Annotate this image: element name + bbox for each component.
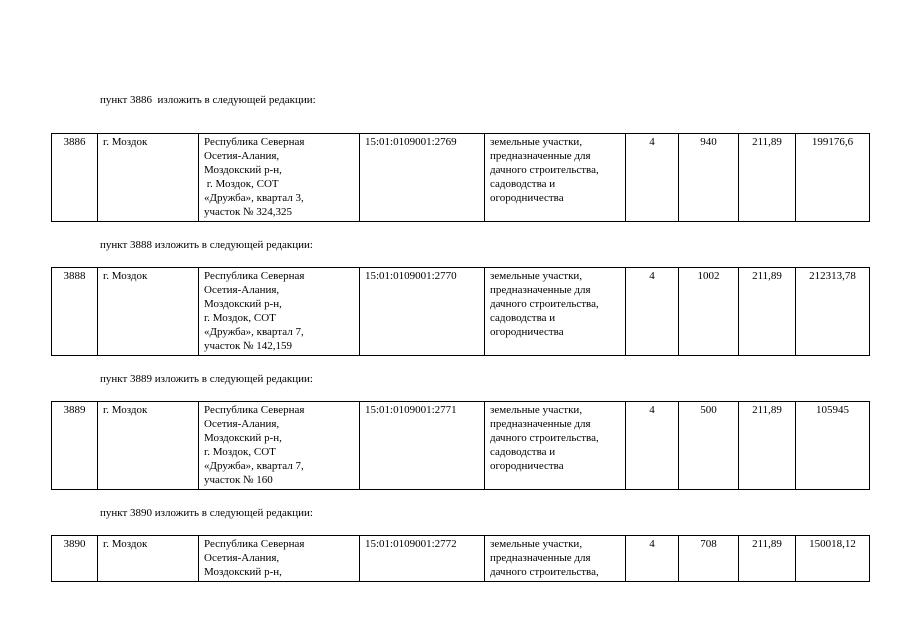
address-line: г. Моздок, СОТ <box>204 312 276 324</box>
address-line: Республика Северная <box>204 538 305 550</box>
address-line: Республика Северная <box>204 136 305 148</box>
record-place: г. Моздок <box>98 402 199 490</box>
category-line: земельные участки, <box>490 404 583 416</box>
record-table <box>51 267 870 356</box>
category-line: огородничества <box>490 326 564 338</box>
category-line: дачного строительства, <box>490 432 599 444</box>
record-place: г. Моздок <box>98 536 199 582</box>
record-number: 3890 <box>52 536 98 582</box>
address-line: Осетия-Алания, <box>204 552 280 564</box>
amendment-intro: пункт 3888 изложить в следующей редакции: <box>100 239 313 251</box>
category-line: предназначенные для <box>490 552 591 564</box>
address-line: участок № 324,325 <box>204 206 293 218</box>
table-row <box>52 536 870 582</box>
address-line: г. Моздок, СОТ <box>204 178 279 190</box>
record-cadastral-number: 15:01:0109001:2771 <box>360 402 485 490</box>
record-cadastral-number: 15:01:0109001:2772 <box>360 536 485 582</box>
record-land-category <box>485 536 626 582</box>
category-line: огородничества <box>490 460 564 472</box>
record-cadastral-number: 15:01:0109001:2770 <box>360 268 485 356</box>
category-line: предназначенные для <box>490 284 591 296</box>
category-line: садоводства и <box>490 178 556 190</box>
record-area: 708 <box>679 536 739 582</box>
record-rate: 211,89 <box>739 536 796 582</box>
record-area: 1002 <box>679 268 739 356</box>
address-line: Моздокский р-н, <box>204 566 282 578</box>
category-line: огородничества <box>490 192 564 204</box>
category-line: дачного строительства, <box>490 566 599 578</box>
amendment-intro: пункт 3890 изложить в следующей редакции: <box>100 507 313 519</box>
record-address <box>199 402 360 490</box>
record-number: 3886 <box>52 134 98 222</box>
record-table <box>51 133 870 222</box>
record-value: 150018,12 <box>796 536 870 582</box>
address-line: Республика Северная <box>204 270 305 282</box>
category-line: земельные участки, <box>490 270 583 282</box>
record-address <box>199 134 360 222</box>
address-line: Осетия-Алания, <box>204 150 280 162</box>
record-cadastral-number: 15:01:0109001:2769 <box>360 134 485 222</box>
category-line: земельные участки, <box>490 136 583 148</box>
record-address <box>199 536 360 582</box>
category-line: садоводства и <box>490 312 556 324</box>
table-row <box>52 268 870 356</box>
address-line: Республика Северная <box>204 404 305 416</box>
address-line: Моздокский р-н, <box>204 164 282 176</box>
record-count: 4 <box>626 134 679 222</box>
table-row <box>52 134 870 222</box>
record-area: 500 <box>679 402 739 490</box>
record-rate: 211,89 <box>739 402 796 490</box>
record-rate: 211,89 <box>739 134 796 222</box>
category-line: предназначенные для <box>490 418 591 430</box>
address-line: г. Моздок, СОТ <box>204 446 276 458</box>
record-count: 4 <box>626 536 679 582</box>
record-place: г. Моздок <box>98 268 199 356</box>
record-number: 3889 <box>52 402 98 490</box>
address-line: «Дружба», квартал 7, <box>204 326 304 338</box>
category-line: дачного строительства, <box>490 164 599 176</box>
address-line: «Дружба», квартал 7, <box>204 460 304 472</box>
category-line: земельные участки, <box>490 538 583 550</box>
record-value: 212313,78 <box>796 268 870 356</box>
record-value: 105945 <box>796 402 870 490</box>
record-place: г. Моздок <box>98 134 199 222</box>
address-line: Осетия-Алания, <box>204 418 280 430</box>
address-line: Осетия-Алания, <box>204 284 280 296</box>
category-line: садоводства и <box>490 446 556 458</box>
record-land-category <box>485 402 626 490</box>
record-area: 940 <box>679 134 739 222</box>
record-table <box>51 535 870 582</box>
address-line: Моздокский р-н, <box>204 298 282 310</box>
category-line: дачного строительства, <box>490 298 599 310</box>
address-line: Моздокский р-н, <box>204 432 282 444</box>
record-count: 4 <box>626 268 679 356</box>
record-address <box>199 268 360 356</box>
address-line: «Дружба», квартал 3, <box>204 192 304 204</box>
table-row <box>52 402 870 490</box>
amendment-intro: пункт 3886 изложить в следующей редакции: <box>100 94 316 106</box>
record-land-category <box>485 268 626 356</box>
record-number: 3888 <box>52 268 98 356</box>
record-count: 4 <box>626 402 679 490</box>
record-value: 199176,6 <box>796 134 870 222</box>
address-line: участок № 160 <box>204 474 273 486</box>
record-rate: 211,89 <box>739 268 796 356</box>
amendment-intro: пункт 3889 изложить в следующей редакции: <box>100 373 313 385</box>
record-land-category <box>485 134 626 222</box>
address-line: участок № 142,159 <box>204 340 293 352</box>
category-line: предназначенные для <box>490 150 591 162</box>
record-table <box>51 401 870 490</box>
